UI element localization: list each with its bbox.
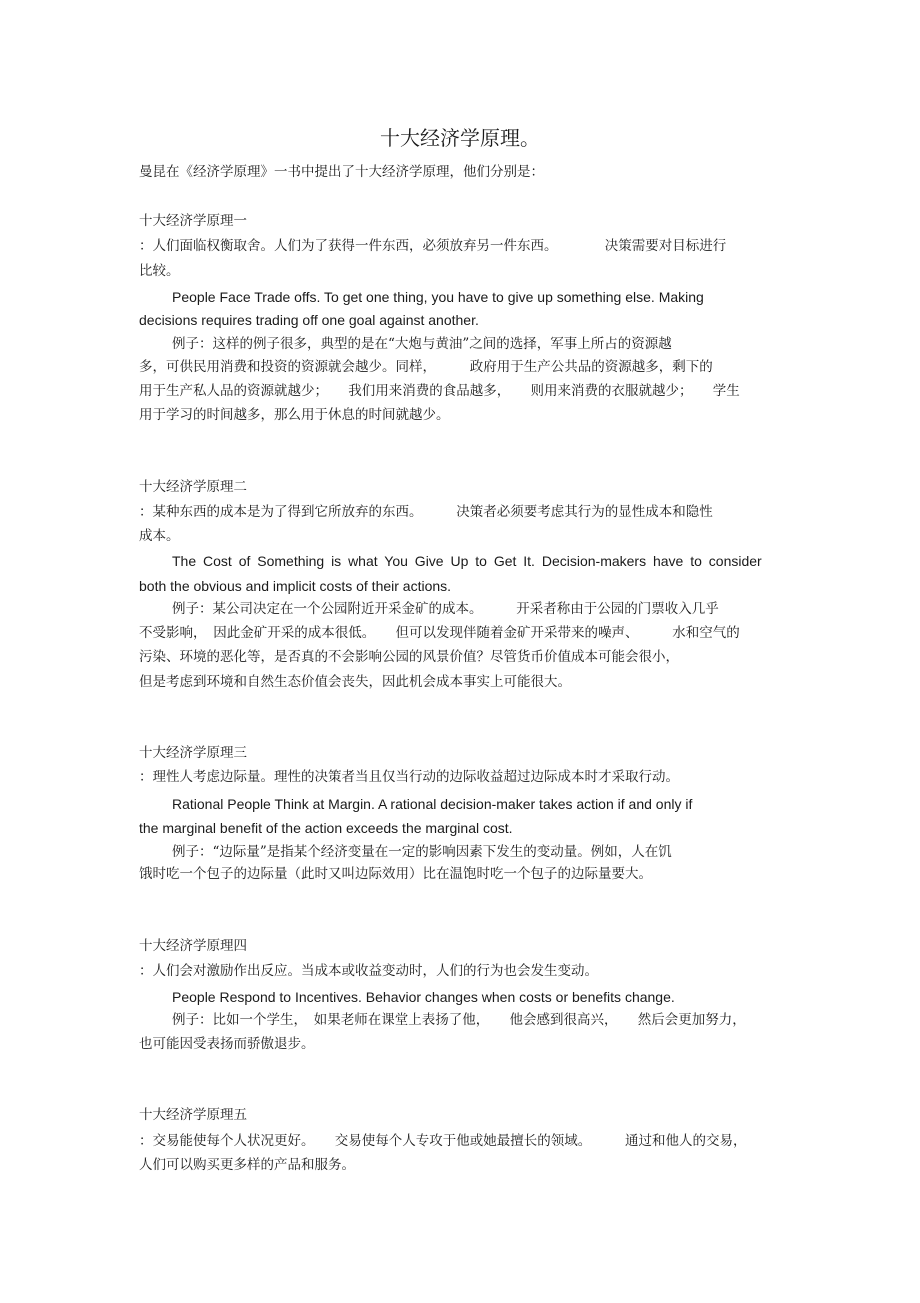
principle-1-example-line-2: 多，可供民用消费和投资的资源就会越少。同样， 政府用于生产公共品的资源越多，剩下的 bbox=[139, 359, 713, 375]
principle-2-zh-line-1: ：某种东西的成本是为了得到它所放弃的东西。 决策者必须要考虑其行为的显性成本和隐性 bbox=[139, 504, 713, 520]
principle-1-example-line-3: 用于生产私人品的资源就越少； 我们用来消费的食品越多， 则用来消费的衣服就越少； 学生 bbox=[139, 383, 740, 399]
principle-4-example-line-2: 也可能因受表扬而骄傲退步。 bbox=[139, 1036, 315, 1052]
principle-4-zh-line-1: ：人们会对激励作出反应。当成本或收益变动时，人们的行为也会发生变动。 bbox=[139, 963, 598, 979]
principle-1-en-line-2: decisions requires trading off one goal against another. bbox=[139, 312, 479, 328]
principle-3-en-line-2: the marginal benefit of the action exceeds the marginal cost. bbox=[139, 820, 513, 836]
principle-2-example-line-4: 但是考虑到环境和自然生态价值会丧失，因此机会成本事实上可能很大。 bbox=[139, 674, 571, 690]
principle-4-example-line-1: 例子：比如一个学生， 如果老师在课堂上表扬了他， 他会感到很高兴， 然后会更加努力， bbox=[172, 1012, 746, 1028]
principle-3-example-line-2: 饿时吃一个包子的边际量（此时又叫边际效用）比在温饱时吃一个包子的边际量要大。 bbox=[139, 866, 652, 882]
principle-5-zh-line-2: 人们可以购买更多样的产品和服务。 bbox=[139, 1157, 355, 1173]
principle-1-example-line-1: 例子：这样的例子很多，典型的是在“大炮与黄油”之间的选择，军事上所占的资源越 bbox=[172, 336, 672, 352]
principle-2-en-line-1: The Cost of Something is what You Give Up to Get It. Decision-makers have to consider bbox=[172, 553, 762, 569]
intro-paragraph: 曼昆在《经济学原理》一书中提出了十大经济学原理，他们分别是： bbox=[139, 164, 544, 180]
principle-4-en-line-1: People Respond to Incentives. Behavior changes when costs or benefits change. bbox=[172, 989, 675, 1005]
principle-5-heading: 十大经济学原理五 bbox=[139, 1107, 247, 1123]
principle-3-en-line-1: Rational People Think at Margin. A rational decision-maker takes action if and only if bbox=[172, 796, 693, 812]
principle-2-example-line-2: 不受影响， 因此金矿开采的成本很低。 但可以发现伴随着金矿开采带来的噪声、 水和空气的 bbox=[139, 625, 740, 641]
principle-3-example-line-1: 例子：“边际量”是指某个经济变量在一定的影响因素下发生的变动量。例如，人在饥 bbox=[172, 844, 672, 860]
principle-3-heading: 十大经济学原理三 bbox=[139, 745, 247, 761]
principle-1-heading: 十大经济学原理一 bbox=[139, 213, 247, 229]
principle-3-zh-line-1: ：理性人考虑边际量。理性的决策者当且仅当行动的边际收益超过边际成本时才采取行动。 bbox=[139, 769, 679, 785]
principle-2-en-line-2: both the obvious and implicit costs of their actions. bbox=[139, 578, 452, 594]
principle-2-example-line-1: 例子：某公司决定在一个公园附近开采金矿的成本。 开采者称由于公园的门票收入几乎 bbox=[172, 601, 719, 617]
principle-1-en-line-1: People Face Trade offs. To get one thing, you have to give up something else. Making bbox=[172, 289, 704, 305]
principle-1-zh-line-2: 比较。 bbox=[139, 263, 180, 279]
principle-1-example-line-4: 用于学习的时间越多，那么用于休息的时间就越少。 bbox=[139, 407, 450, 423]
principle-2-heading: 十大经济学原理二 bbox=[139, 479, 247, 495]
principle-2-zh-line-2: 成本。 bbox=[139, 528, 180, 544]
page-title: 十大经济学原理。 bbox=[380, 126, 540, 150]
principle-4-heading: 十大经济学原理四 bbox=[139, 938, 247, 954]
principle-2-example-line-3: 污染、环境的恶化等，是否真的不会影响公园的风景价值？尽管货币价值成本可能会很小， bbox=[139, 649, 679, 665]
principle-5-zh-line-1: ：交易能使每个人状况更好。 交易使每个人专攻于他或她最擅长的领域。 通过和他人的交易， bbox=[139, 1133, 747, 1149]
principle-1-zh-line-1: ：人们面临权衡取舍。人们为了获得一件东西，必须放弃另一件东西。 决策需要对目标进行 bbox=[139, 238, 727, 254]
